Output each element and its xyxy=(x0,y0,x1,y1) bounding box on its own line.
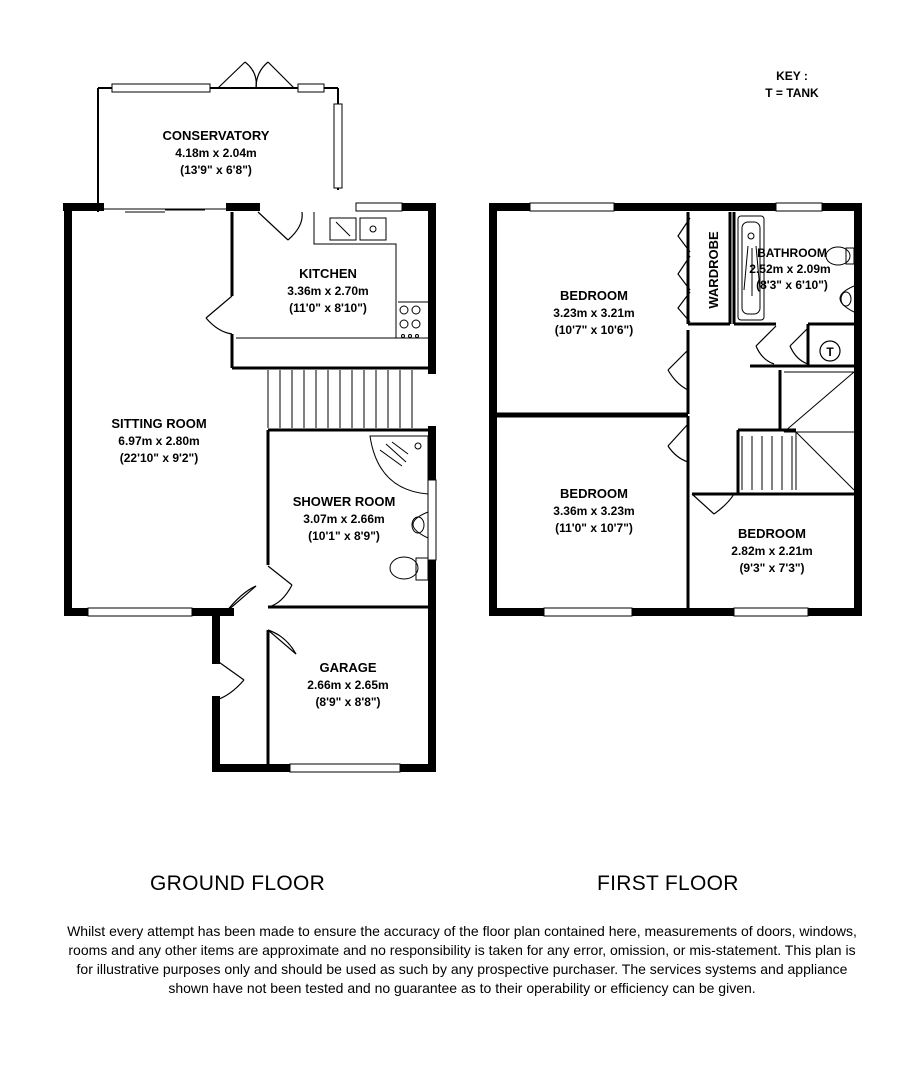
conservatory-name: CONSERVATORY xyxy=(162,128,270,143)
shower-room-name: SHOWER ROOM xyxy=(292,494,396,509)
conservatory-metric: 4.18m x 2.04m xyxy=(175,146,257,160)
bedroom2-metric: 3.36m x 3.23m xyxy=(553,504,635,518)
sitting-room-window xyxy=(88,608,192,616)
bedroom1-name: BEDROOM xyxy=(560,288,628,303)
kitchen-imperial: (11'0" x 8'10") xyxy=(289,301,367,315)
bathroom-imperial: (8'3" x 6'10") xyxy=(756,278,828,292)
key-tank: T = TANK xyxy=(765,86,819,100)
basin-icon xyxy=(412,512,428,538)
garage-name: GARAGE xyxy=(319,660,377,675)
bath-basin-icon xyxy=(840,286,854,312)
bathroom-metric: 2.52m x 2.09m xyxy=(749,262,831,276)
bedroom3-name: BEDROOM xyxy=(738,526,806,541)
bedroom2-name: BEDROOM xyxy=(560,486,628,501)
shower-tray-icon xyxy=(370,436,428,494)
disclaimer-text: Whilst every attempt has been made to ensure the accuracy of the floor plan contained here, measurements of doors, windows, rooms and any other items are approximate and no responsibility is taken for any error, omission, or mis-statement. This plan is for illustrative purposes only and should be used as such by any prospective purchaser. The services systems and appliance shown have not been tested and no guarantee as to their operability or efficiency can be given. xyxy=(67,923,857,996)
kitchen-name: KITCHEN xyxy=(299,266,357,281)
sliding-door-icon xyxy=(100,209,230,212)
kitchen-metric: 3.36m x 2.70m xyxy=(287,284,369,298)
wardrobe-name: WARDROBE xyxy=(706,231,721,309)
bedroom1-imperial: (10'7" x 10'6") xyxy=(554,323,634,337)
kitchen-window xyxy=(356,203,402,211)
shower-room-window xyxy=(428,480,436,560)
garage-imperial: (8'9" x 8'8") xyxy=(315,695,381,709)
garage-metric: 2.66m x 2.65m xyxy=(307,678,389,692)
ground-floor-label: GROUND FLOOR xyxy=(150,872,326,895)
key-title: KEY : xyxy=(776,69,808,83)
bedroom1-metric: 3.23m x 3.21m xyxy=(553,306,635,320)
ground-stairs-icon xyxy=(268,370,412,428)
bedroom3-imperial: (9'3" x 7'3") xyxy=(739,561,805,575)
shower-room-metric: 3.07m x 2.66m xyxy=(303,512,385,526)
first-floor-label: FIRST FLOOR xyxy=(597,872,739,895)
shower-room-imperial: (10'1" x 8'9") xyxy=(308,529,380,543)
conservatory-imperial: (13'9" x 6'8") xyxy=(180,163,252,177)
tank-symbol: T xyxy=(826,345,834,359)
toilet-icon xyxy=(390,557,428,580)
sitting-room-imperial: (22'10" x 9'2") xyxy=(119,451,199,465)
bedroom3-metric: 2.82m x 2.21m xyxy=(731,544,813,558)
bedroom2-imperial: (11'0" x 10'7") xyxy=(555,521,633,535)
bathroom-name: BATHROOM xyxy=(757,246,827,260)
garage-door xyxy=(290,764,400,772)
sitting-room-name: SITTING ROOM xyxy=(111,416,207,431)
legend-key xyxy=(752,68,832,102)
sitting-room-metric: 6.97m x 2.80m xyxy=(118,434,200,448)
conservatory-french-doors-icon xyxy=(218,62,294,88)
